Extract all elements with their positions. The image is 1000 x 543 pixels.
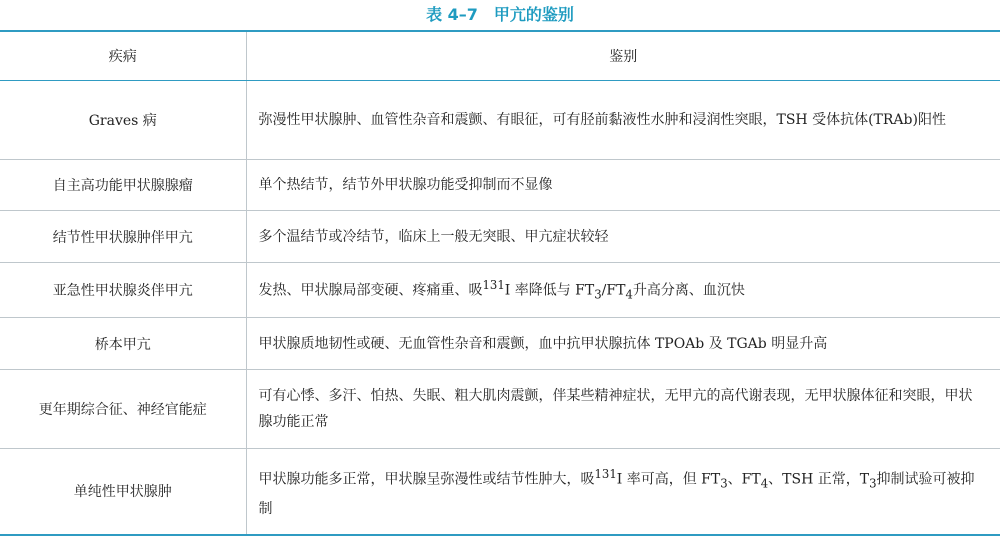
description-cell: 单个热结节，结节外甲状腺功能受抑制而不显像 xyxy=(246,160,1000,211)
table-row xyxy=(0,318,1000,370)
table-row xyxy=(0,263,1000,318)
header-differentiation: 鉴别 xyxy=(246,31,1000,81)
disease-cell: Graves 病 xyxy=(0,81,246,160)
table-row xyxy=(0,211,1000,263)
header-disease: 疾病 xyxy=(0,31,246,81)
description-cell: 可有心悸、多汗、怕热、失眠、粗大肌肉震颤，伴某些精神症状，无甲亢的高代谢表现，无甲状腺体征和突眼，甲状腺功能正常 xyxy=(246,370,1000,449)
table-row xyxy=(0,370,1000,449)
table-row xyxy=(0,449,1000,535)
disease-cell: 自主高功能甲状腺腺瘤 xyxy=(0,160,246,211)
table-row xyxy=(0,160,1000,211)
disease-cell: 结节性甲状腺肿伴甲亢 xyxy=(0,211,246,263)
disease-cell: 更年期综合征、神经官能症 xyxy=(0,370,246,449)
description-cell: 弥漫性甲状腺肿、血管性杂音和震颤、有眼征，可有胫前黏液性水肿和浸润性突眼，TSH 受体抗体(TRAb)阳性 xyxy=(246,81,1000,160)
description-cell: 发热、甲状腺局部变硬、疼痛重、吸$^{131}$I 率降低与 $FT_3/FT_4$升高分离、血沉快 xyxy=(246,263,1000,318)
table-title: 表 4–7 甲亢的鉴别 xyxy=(426,5,574,24)
description-cell: 甲状腺质地韧性或硬、无血管性杂音和震颤，血中抗甲状腺抗体 TPOAb 及 TGAb 明显升高 xyxy=(246,318,1000,370)
description-cell: 甲状腺功能多正常，甲状腺呈弥漫性或结节性肿大，吸$^{131}$I 率可高，但 $FT_3$、$FT_4$、TSH 正常，$T_3$抑制试验可被抑制 xyxy=(246,449,1000,535)
table-row xyxy=(0,81,1000,160)
disease-cell: 单纯性甲状腺肿 xyxy=(0,449,246,535)
table-header-row xyxy=(0,31,1000,81)
description-cell: 多个温结节或冷结节，临床上一般无突眼、甲亢症状较轻 xyxy=(246,211,1000,263)
disease-cell: 亚急性甲状腺炎伴甲亢 xyxy=(0,263,246,318)
differential-diagnosis-table xyxy=(0,30,1000,536)
disease-cell: 桥本甲亢 xyxy=(0,318,246,370)
